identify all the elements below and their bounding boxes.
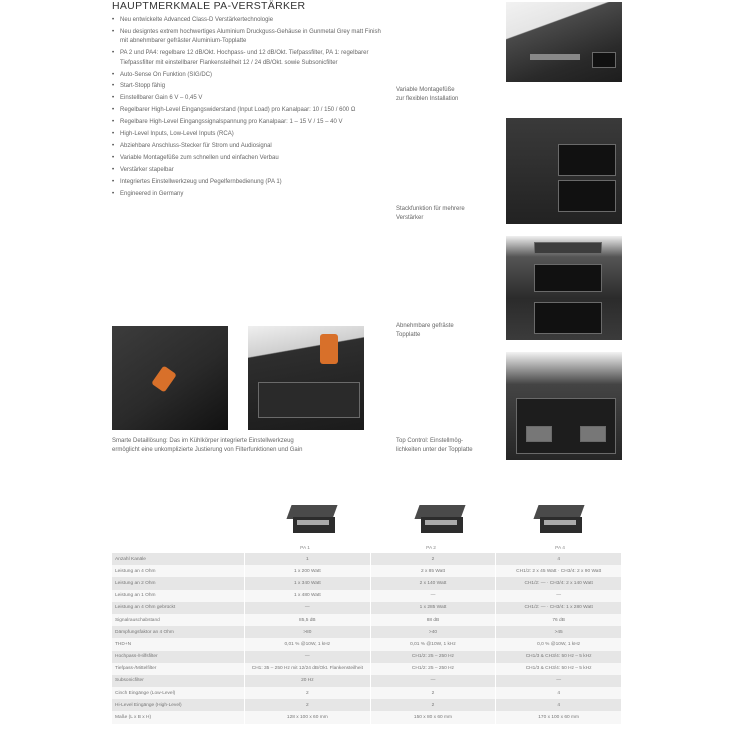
feature-item: • Auto-Sense On Funktion (SIG/DC) xyxy=(112,71,382,80)
table-row xyxy=(112,699,622,711)
table-row xyxy=(112,663,622,675)
detail-caption: Smarte Detaillösung: Das im Kühlkörper integrierte Einstellwerkzeug ermöglicht eine unkomplizierte Justierung von Filterfunktionen und Gain xyxy=(112,438,303,453)
feature-item: • Regelbarer High-Level Eingangswiderstand (Input Load) pro Kanalpaar: 10 / 150 / 600 Ω xyxy=(112,106,382,115)
table-cell: — xyxy=(496,590,622,602)
row-label: Signalrauschabstand xyxy=(112,614,245,626)
table-row xyxy=(112,626,622,638)
table-cell: CH1/2: — · CH3/4: 2 x 140 Watt xyxy=(496,577,622,589)
column-header-pa4: PA 4 xyxy=(555,546,565,551)
table-cell: 170 x 100 x 60 mm xyxy=(496,711,622,723)
feature-item: • Verstärker stapelbar xyxy=(112,166,382,175)
table-cell: CH1/2: — · CH3/4: 1 x 280 Watt xyxy=(496,602,622,614)
table-cell: 2 xyxy=(245,699,371,711)
heatsink-tool-photo xyxy=(112,326,228,430)
table-cell: 150 x 80 x 60 mm xyxy=(370,711,496,723)
table-row xyxy=(112,711,622,723)
topplate-caption: Abnehmbare gefräste Topplatte xyxy=(396,323,454,338)
table-cell: 76 dB xyxy=(496,614,622,626)
row-label: Hi-Level Eingänge (High-Level) xyxy=(112,699,245,711)
table-cell: 0,01 % @10W, 1 kHz xyxy=(370,638,496,650)
feature-item: • Neu designtes extrem hochwertiges Aluminium Druckguss-Gehäuse in Gunmetal Grey matt Finish mit abnehmbarer gefräster Aluminium-Topplatte xyxy=(112,28,382,47)
feature-list xyxy=(112,16,382,202)
table-cell: — xyxy=(370,675,496,687)
table-cell: — xyxy=(496,675,622,687)
feature-item: • Variable Montagefüße zum schnellen und einfachen Verbau xyxy=(112,154,382,163)
table-cell: >80 xyxy=(245,626,371,638)
table-row xyxy=(112,590,622,602)
table-row xyxy=(112,577,622,589)
product-pa2-image xyxy=(417,505,463,535)
table-row xyxy=(112,687,622,699)
table-cell: CH1/3 & CH3/4: 50 Hz – 5 kHz xyxy=(496,663,622,675)
feature-item: • Abziehbare Anschluss-Stecker für Strom und Audiosignal xyxy=(112,142,382,151)
row-label: Leistung an 4 Ohm xyxy=(112,565,245,577)
row-label: Leistung an 1 Ohm xyxy=(112,590,245,602)
table-cell: CH1/2: 25 – 250 Hz xyxy=(370,651,496,663)
table-cell: 1 xyxy=(245,553,371,565)
table-cell: 2 xyxy=(370,687,496,699)
column-header-pa1: PA 1 xyxy=(300,546,310,551)
topcontrol-caption: Top Control: Einstellmög- lichkeiten unter der Topplatte xyxy=(396,438,473,453)
row-label: Maße (L x B x H) xyxy=(112,711,245,723)
table-cell: CH1/3 & CH3/4: 50 Hz – 5 kHz xyxy=(496,651,622,663)
table-cell: 85,5 dB xyxy=(245,614,371,626)
table-row xyxy=(112,614,622,626)
specification-table xyxy=(112,553,622,724)
row-label: Hochpass-/Hilfsfilter xyxy=(112,651,245,663)
page-heading: HAUPTMERKMALE PA-VERSTÄRKER xyxy=(112,0,306,12)
table-cell: 20 Hz xyxy=(245,675,371,687)
amplifier-topcontrol-photo xyxy=(506,352,622,460)
table-row xyxy=(112,565,622,577)
table-cell: 128 x 100 x 60 mm xyxy=(245,711,371,723)
table-cell: CH1/2: 2 x 45 Watt · CH3/4: 2 x 90 Watt xyxy=(496,565,622,577)
mounting-caption: Variable Montagefüße zur flexiblen Installation xyxy=(396,87,459,102)
feature-item: • PA 2 und PA4: regelbare 12 dB/Okt. Hochpass- und 12 dB/Okt. Tiefpassfilter, PA 1: regelbarer Tiefpassfilter mit einstellbarer Flankensteilheit 12 / 24 dB/Okt. sowie Subsonicfilter xyxy=(112,49,382,68)
table-cell: CH1/2: 25 – 250 Hz xyxy=(370,663,496,675)
feature-item: • Integriertes Einstellwerkzeug und Pegelfernbedienung (PA 1) xyxy=(112,178,382,187)
tool-adjustment-photo xyxy=(248,326,364,430)
table-cell: CH1: 35 – 250 Hz mit 12/24 dB/Okt. Flankensteilheit xyxy=(245,663,371,675)
row-label: Anzahl Kanäle xyxy=(112,553,245,565)
feature-item: • High-Level Inputs, Low-Level Inputs (RCA) xyxy=(112,130,382,139)
table-row xyxy=(112,553,622,565)
feature-item: • Neu entwickelte Advanced Class-D Verstärkertechnologie xyxy=(112,16,382,25)
feature-item: • Einstellbarer Gain 6 V – 0,45 V xyxy=(112,94,382,103)
table-cell: — xyxy=(245,602,371,614)
table-cell: 0,0 % @10W, 1 kHz xyxy=(496,638,622,650)
table-cell: >40 xyxy=(370,626,496,638)
table-row xyxy=(112,638,622,650)
product-pa4-image xyxy=(536,505,582,535)
row-label: Subsonicfilter xyxy=(112,675,245,687)
table-cell: — xyxy=(370,590,496,602)
feature-item: • Regelbare High-Level Eingangssignalspannung pro Kanalpaar: 1 – 15 V / 15 – 40 V xyxy=(112,118,382,127)
table-cell: 0,01 % @10W, 1 kHz xyxy=(245,638,371,650)
table-cell: 2 x 85 Watt xyxy=(370,565,496,577)
table-cell: 1 x 480 Watt xyxy=(245,590,371,602)
table-cell: 4 xyxy=(496,553,622,565)
amplifier-mounting-photo xyxy=(506,2,622,82)
row-label: Leistung an 2 Ohm xyxy=(112,577,245,589)
feature-item: • Start-Stopp fähig xyxy=(112,82,382,91)
row-label: Tiefpass-/Mittelfilter xyxy=(112,663,245,675)
table-row xyxy=(112,602,622,614)
row-label: Cinch Eingänge (Low-Level) xyxy=(112,687,245,699)
table-row xyxy=(112,675,622,687)
table-cell: 2 xyxy=(245,687,371,699)
column-header-pa2: PA 2 xyxy=(426,546,436,551)
table-cell: 88 dB xyxy=(370,614,496,626)
table-cell: 1 x 200 Watt xyxy=(245,565,371,577)
table-cell: 2 xyxy=(370,699,496,711)
table-cell: >45 xyxy=(496,626,622,638)
feature-item: • Engineered in Germany xyxy=(112,190,382,199)
table-cell: 1 x 285 Watt xyxy=(370,602,496,614)
stacking-caption: Stackfunktion für mehrere Verstärker xyxy=(396,206,465,221)
table-cell: — xyxy=(245,651,371,663)
table-cell: 2 x 140 Watt xyxy=(370,577,496,589)
product-pa1-image xyxy=(289,505,335,535)
table-row xyxy=(112,651,622,663)
amplifier-stack-photo xyxy=(506,118,622,224)
table-cell: 4 xyxy=(496,687,622,699)
amplifier-topplate-photo xyxy=(506,236,622,340)
table-cell: 4 xyxy=(496,699,622,711)
table-cell: 2 xyxy=(370,553,496,565)
row-label: THD+N xyxy=(112,638,245,650)
row-label: Leistung an 4 Ohm gebrückt xyxy=(112,602,245,614)
row-label: Dämpfungsfaktor an 4 Ohm xyxy=(112,626,245,638)
table-cell: 1 x 340 Watt xyxy=(245,577,371,589)
